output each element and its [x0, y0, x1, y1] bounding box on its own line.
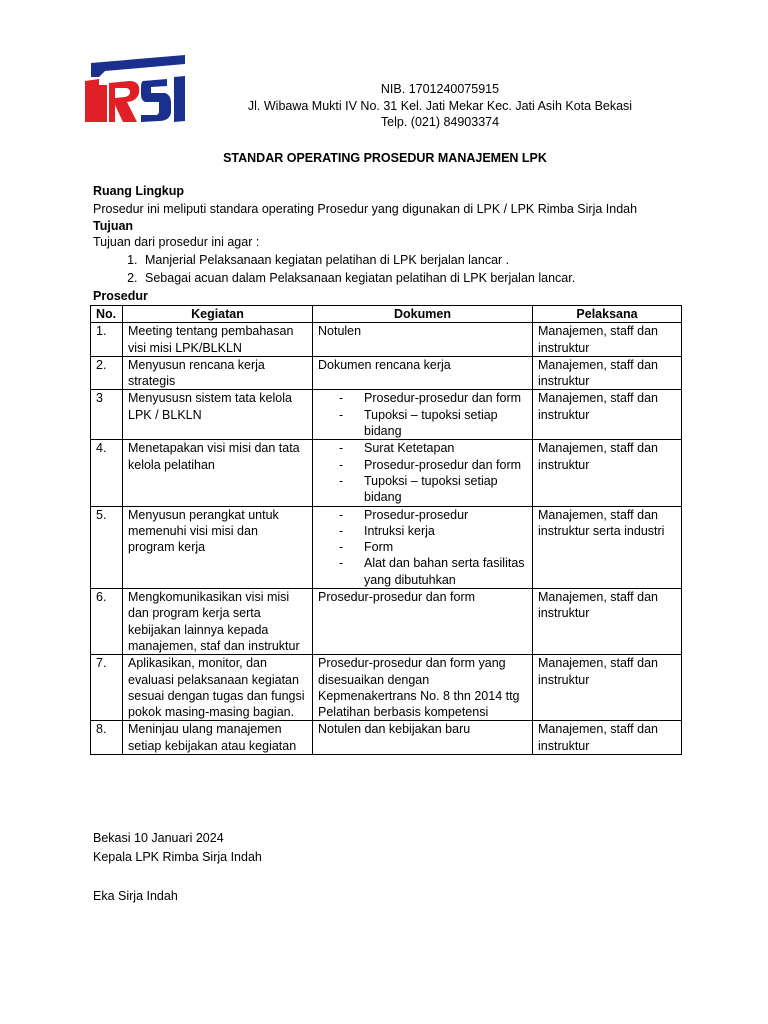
table-row: [91, 440, 682, 506]
row-activity: Meninjau ulang manajemen setiap kebijakan atau kegiatan: [123, 721, 313, 755]
row-document: Dokumen rencana kerja: [313, 356, 533, 390]
document-title: STANDAR OPERATING PROSEDUR MANAJEMEN LPK: [223, 151, 547, 165]
document-list-item: - Form: [339, 539, 527, 555]
row-activity: Aplikasikan, monitor, dan evaluasi pelaksanaan kegiatan sesuai dengan tugas dan fungsi pokok masing-masing bagian.: [123, 655, 313, 721]
aim-list: [93, 252, 693, 286]
row-activity: Menyususn sistem tata kelola LPK / BLKLN: [123, 390, 313, 440]
column-header-no: No.: [91, 306, 123, 323]
signature-date: Bekasi 10 Januari 2024: [93, 831, 224, 845]
row-number: 4.: [91, 440, 123, 506]
signatory-name: Eka Sirja Indah: [93, 889, 178, 903]
row-document: [313, 506, 533, 588]
document-list-item: - Tupoksi – tupoksi setiap bidang: [339, 473, 527, 506]
row-executor: Manajemen, staff dan instruktur: [533, 655, 682, 721]
aim-item: 1. Manjerial Pelaksanaan kegiatan pelatihan di LPK berjalan lancar .: [141, 252, 693, 268]
row-activity: Menyusun rencana kerja strategis: [123, 356, 313, 390]
row-executor: Manajemen, staff dan instruktur: [533, 589, 682, 655]
row-executor: Manajemen, staff dan instruktur: [533, 440, 682, 506]
column-header-document: Dokumen: [313, 306, 533, 323]
row-document: [313, 390, 533, 440]
nib-number: NIB. 1701240075915: [380, 82, 500, 96]
row-executor: Manajemen, staff dan instruktur: [533, 356, 682, 390]
phone: Telp. (021) 84903374: [380, 115, 500, 129]
aim-item: 2. Sebagai acuan dalam Pelaksanaan kegiatan pelatihan di LPK berjalan lancar.: [141, 270, 693, 286]
column-header-executor: Pelaksana: [533, 306, 682, 323]
row-number: 2.: [91, 356, 123, 390]
document-list: [318, 440, 527, 505]
row-activity: Meeting tentang pembahasan visi misi LPK/BLKLN: [123, 323, 313, 357]
row-activity: Mengkomunikasikan visi misi dan program kerja serta kebijakan lainnya kepada manajemen, staf dan instruktur: [123, 589, 313, 655]
table-body: [91, 323, 682, 755]
table-row: [91, 589, 682, 655]
signatory-position: Kepala LPK Rimba Sirja Indah: [93, 850, 262, 864]
aim-heading: Tujuan: [93, 219, 134, 233]
document-list-item: - Surat Ketetapan: [339, 440, 527, 456]
table-row: [91, 356, 682, 390]
row-executor: Manajemen, staff dan instruktur: [533, 721, 682, 755]
table-row: [91, 655, 682, 721]
row-document: Notulen: [313, 323, 533, 357]
row-executor: Manajemen, staff dan instruktur serta industri: [533, 506, 682, 588]
document-list-item: - Prosedur-prosedur dan form: [339, 390, 527, 406]
row-document: Prosedur-prosedur dan form: [313, 589, 533, 655]
table-row: [91, 323, 682, 357]
column-header-activity: Kegiatan: [123, 306, 313, 323]
document-list-item: - Prosedur-prosedur: [339, 507, 527, 523]
signature-block: [93, 830, 262, 907]
row-number: 6.: [91, 589, 123, 655]
row-number: 5.: [91, 506, 123, 588]
document-body: [93, 183, 693, 755]
document-list-item: - Tupoksi – tupoksi setiap bidang: [339, 407, 527, 440]
document-list-item: - Alat dan bahan serta fasilitas yang dibutuhkan: [339, 555, 527, 588]
procedure-heading: Prosedur: [93, 289, 148, 303]
aim-intro: Tujuan dari prosedur ini agar :: [93, 235, 260, 249]
address: Jl. Wibawa Mukti IV No. 31 Kel. Jati Mekar Kec. Jati Asih Kota Bekasi: [247, 98, 633, 113]
document-list: [318, 390, 527, 439]
scope-heading: Ruang Lingkup: [93, 184, 184, 198]
document-list: [318, 507, 527, 588]
organization-info: [220, 81, 660, 131]
company-logo: [85, 55, 189, 122]
table-row: [91, 390, 682, 440]
signature-space: [93, 868, 262, 885]
row-number: 3: [91, 390, 123, 440]
row-number: 1.: [91, 323, 123, 357]
document-list-item: - Intruksi kerja: [339, 523, 527, 539]
row-activity: Menetapakan visi misi dan tata kelola pelatihan: [123, 440, 313, 506]
table-header-row: [91, 306, 682, 323]
row-number: 7.: [91, 655, 123, 721]
scope-text: Prosedur ini meliputi standara operating Prosedur yang digunakan di LPK / LPK Rimba Sirja Indah: [93, 202, 638, 216]
row-executor: Manajemen, staff dan instruktur: [533, 323, 682, 357]
row-number: 8.: [91, 721, 123, 755]
row-document: Prosedur-prosedur dan form yang disesuaikan dengan Kepmenakertrans No. 8 thn 2014 ttg Pelatihan berbasis kompetensi: [313, 655, 533, 721]
table-row: [91, 506, 682, 588]
procedure-table: [90, 305, 682, 755]
table-row: [91, 721, 682, 755]
document-list-item: - Prosedur-prosedur dan form: [339, 457, 527, 473]
row-document: [313, 440, 533, 506]
row-document: Notulen dan kebijakan baru: [313, 721, 533, 755]
row-executor: Manajemen, staff dan instruktur: [533, 390, 682, 440]
row-activity: Menyusun perangkat untuk memenuhi visi misi dan program kerja: [123, 506, 313, 588]
